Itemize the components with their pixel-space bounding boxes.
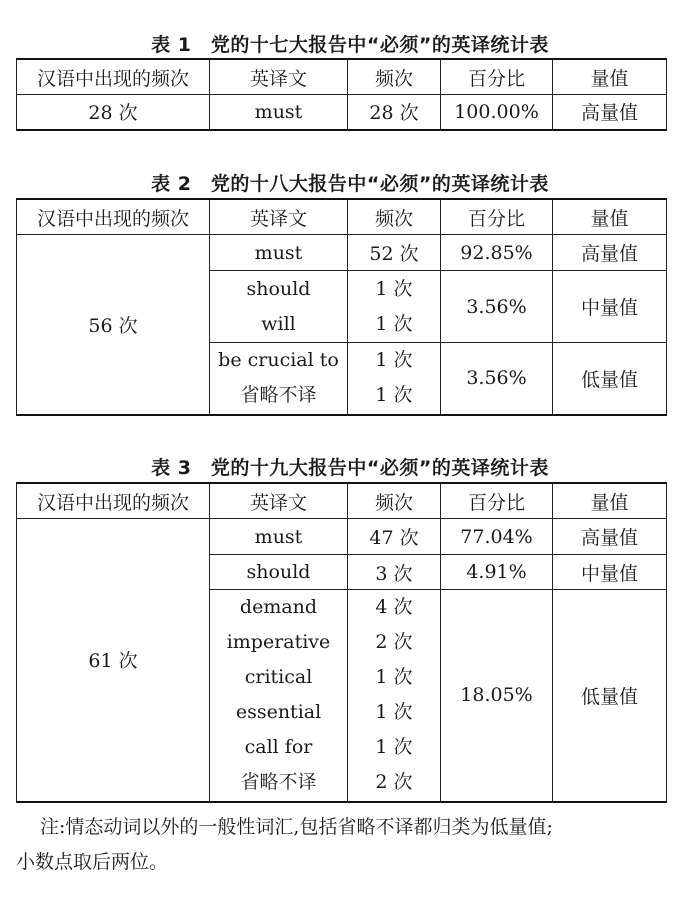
translation-word: demand [239, 596, 318, 619]
translation-cell: must [210, 519, 348, 555]
header-translation: 英译文 [210, 199, 348, 235]
table3 [16, 482, 667, 803]
header-percent: 百分比 [441, 199, 553, 235]
count-value: 1 次 [375, 312, 413, 335]
table-row [17, 95, 667, 130]
header-level: 量值 [553, 199, 667, 235]
count-value: 2 次 [375, 771, 413, 794]
header-frequency: 汉语中出现的频次 [17, 483, 210, 519]
count-value: 4 次 [375, 596, 413, 619]
table1-caption: 表 1 党的十七大报告中“必须”的英译统计表 [151, 34, 549, 56]
count-cell: 3 次 [348, 555, 441, 590]
table-note [16, 810, 676, 880]
count-value: 1 次 [375, 384, 413, 407]
level-cell: 高量值 [553, 235, 667, 271]
count-cell [348, 590, 441, 802]
level-cell: 中量值 [553, 271, 667, 343]
total-frequency: 28 次 [17, 95, 210, 130]
count-cell: 28 次 [348, 95, 441, 130]
percent-cell: 4.91% [441, 555, 553, 590]
level-cell: 高量值 [553, 95, 667, 130]
percent-cell: 92.85% [441, 235, 553, 271]
translation-cell: must [210, 95, 348, 130]
translation-word: call for [244, 736, 313, 759]
header-level: 量值 [553, 59, 667, 95]
count-value: 1 次 [375, 277, 413, 300]
percent-cell: 3.56% [441, 271, 553, 343]
header-percent: 百分比 [441, 483, 553, 519]
header-level: 量值 [553, 483, 667, 519]
table1 [16, 58, 667, 131]
translation-word: 省略不译 [240, 384, 317, 407]
header-percent: 百分比 [441, 59, 553, 95]
translation-cell: should [210, 555, 348, 590]
table2-caption: 表 2 党的十八大报告中“必须”的英译统计表 [151, 173, 549, 195]
total-frequency: 61 次 [17, 519, 210, 802]
count-cell [348, 271, 441, 343]
count-value: 2 次 [375, 631, 413, 654]
header-count: 频次 [348, 59, 441, 95]
table2 [16, 198, 667, 416]
note-line-2: 小数点取后两位。 [16, 851, 169, 873]
table2-header-row [17, 199, 667, 235]
count-value: 1 次 [375, 736, 413, 759]
translation-word: 省略不译 [240, 771, 317, 794]
header-translation: 英译文 [210, 483, 348, 519]
note-line-1: 注:情态动词以外的一般性词汇,包括省略不译都归类为低量值; [40, 816, 553, 838]
level-cell: 低量值 [553, 590, 667, 802]
translation-word: critical [244, 666, 313, 689]
table3-caption: 表 3 党的十九大报告中“必须”的英译统计表 [151, 457, 549, 479]
count-cell: 47 次 [348, 519, 441, 555]
count-value: 1 次 [375, 666, 413, 689]
level-cell: 中量值 [553, 555, 667, 590]
count-value: 1 次 [375, 701, 413, 724]
percent-cell: 18.05% [441, 590, 553, 802]
header-count: 频次 [348, 483, 441, 519]
translation-cell: must [210, 235, 348, 271]
header-translation: 英译文 [210, 59, 348, 95]
table3-header-row [17, 483, 667, 519]
table-row [17, 235, 667, 271]
table-row [17, 519, 667, 555]
percent-cell: 77.04% [441, 519, 553, 555]
translation-cell [210, 590, 348, 802]
header-frequency: 汉语中出现的频次 [17, 199, 210, 235]
total-frequency: 56 次 [17, 235, 210, 415]
translation-cell [210, 271, 348, 343]
percent-cell: 3.56% [441, 343, 553, 415]
count-cell: 52 次 [348, 235, 441, 271]
level-cell: 高量值 [553, 519, 667, 555]
header-frequency: 汉语中出现的频次 [17, 59, 210, 95]
translation-word: essential [235, 701, 322, 724]
translation-word: be crucial to [218, 349, 339, 372]
percent-cell: 100.00% [441, 95, 553, 130]
count-value: 1 次 [375, 349, 413, 372]
count-cell [348, 343, 441, 415]
translation-cell [210, 343, 348, 415]
translation-word: should [246, 277, 311, 300]
level-cell: 低量值 [553, 343, 667, 415]
table1-header-row [17, 59, 667, 95]
translation-word: will [261, 312, 296, 335]
translation-word: imperative [226, 631, 331, 654]
header-count: 频次 [348, 199, 441, 235]
